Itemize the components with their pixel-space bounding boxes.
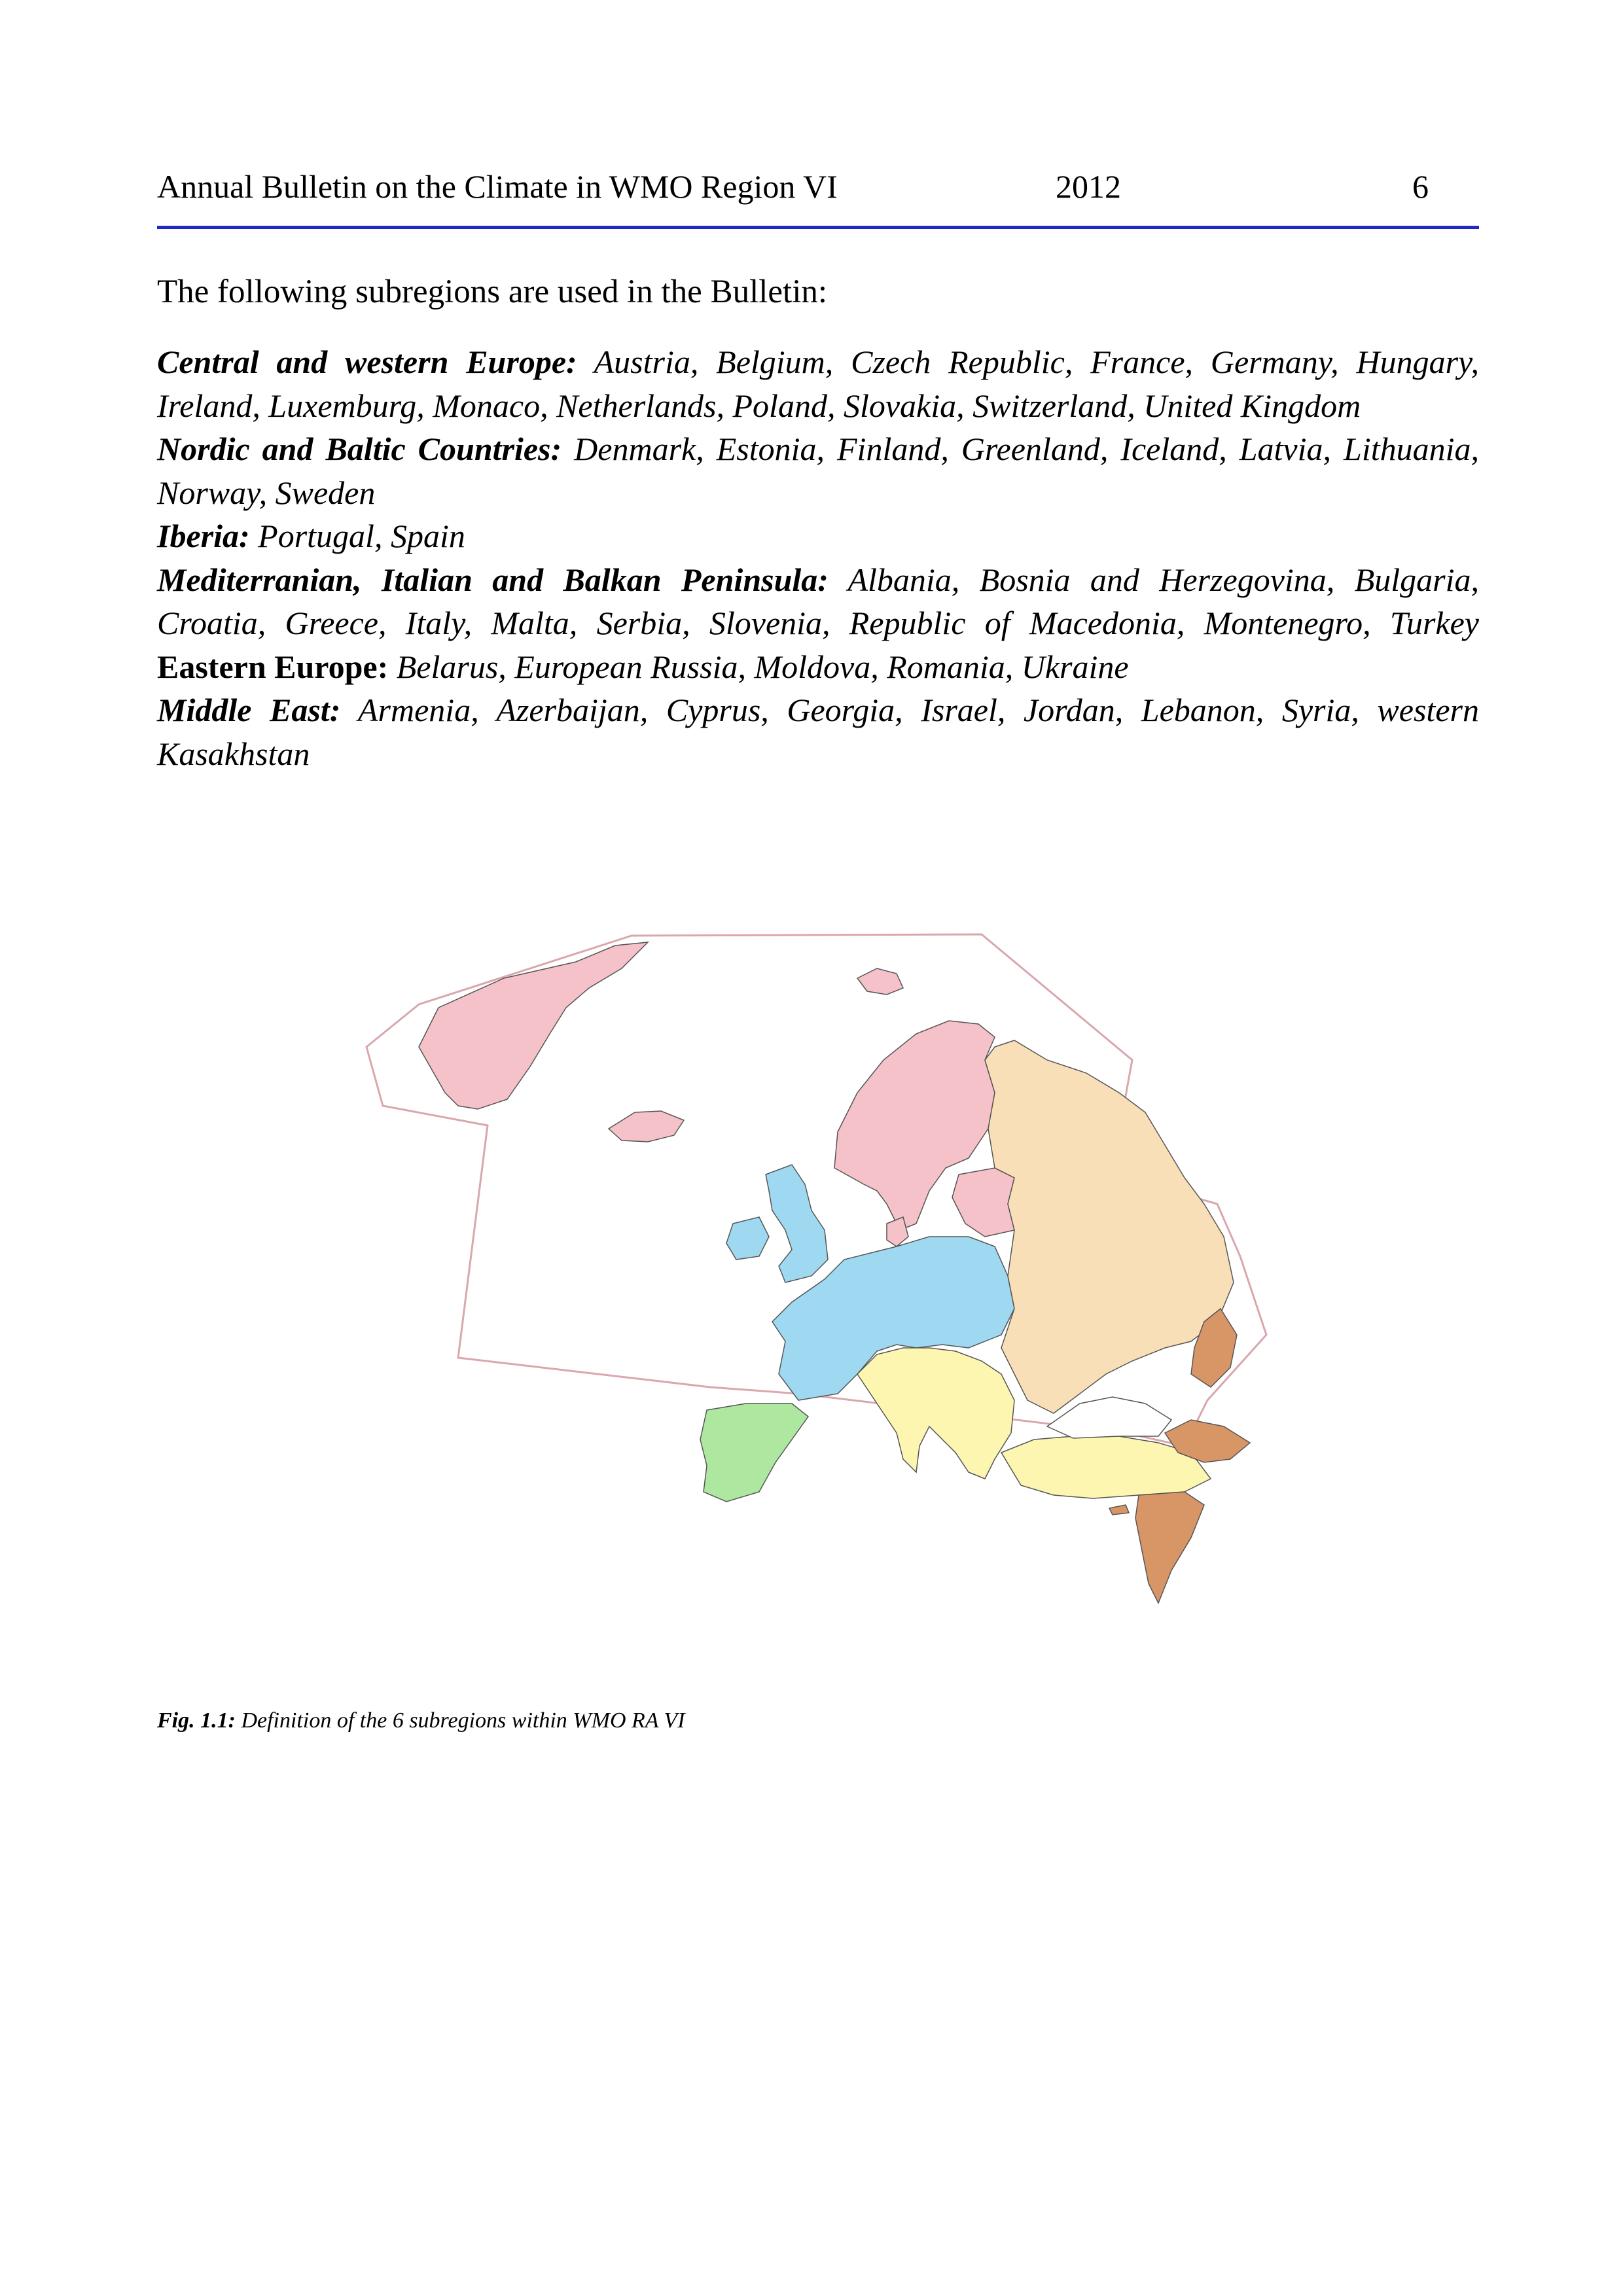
subregion-countries-eastern-europe: Belarus, European Russia, Moldova, Romania, Ukraine	[396, 648, 1129, 685]
subregion-nordic-baltic	[157, 427, 1479, 514]
subregion-name: Middle East:	[157, 692, 341, 728]
subregion-map	[340, 916, 1381, 1649]
subregion-name: Central and western Europe:	[157, 344, 577, 380]
bulletin-year: 2012	[1056, 168, 1121, 205]
subregion-name: Nordic and Baltic Countries:	[157, 431, 562, 467]
bulletin-title: Annual Bulletin on the Climate in WMO Region VI	[157, 168, 838, 205]
running-header	[157, 160, 1479, 213]
subregion-name-eastern-europe: Eastern Europe:	[157, 648, 389, 685]
subregion-countries: Austria, Belgium, Czech Republic, France, Germany, Hungary, Ireland, Luxemburg, Monaco, Netherlands, Poland, Slovakia, Switzerland, United Kingdom	[157, 344, 1479, 424]
cyprus	[1109, 1505, 1129, 1515]
subregion-countries: Armenia, Azerbaijan, Cyprus, Georgia, Israel, Jordan, Lebanon, Syria, western Kasakhstan	[157, 692, 1479, 772]
figure-caption	[157, 1704, 685, 1737]
subregion-countries: Albania, Bosnia and Herzegovina, Bulgaria, Croatia, Greece, Italy, Malta, Serbia, Slovenia, Republic of Macedonia, Montenegro, Turkey	[157, 561, 1479, 641]
intro-sentence: The following subregions are used in the Bulletin:	[157, 274, 828, 310]
subregion-middle-east	[157, 688, 1479, 775]
levant	[1135, 1492, 1204, 1603]
page-number: 6	[1412, 168, 1429, 205]
italy-balkans	[857, 1348, 1014, 1479]
subregion-name: Mediterranian, Italian and Balkan Peninsula:	[157, 561, 829, 598]
subregion-central-western-europe	[157, 340, 1479, 427]
subregion-name: Iberia:	[157, 518, 250, 554]
figure-caption-text: Definition of the 6 subregions within WMO RA VI	[241, 1708, 685, 1733]
subregion-iberia	[157, 514, 1479, 558]
subregion-mediterranean-balkan	[157, 558, 1479, 689]
header-rule	[157, 226, 1479, 229]
subregion-countries: Denmark, Estonia, Finland, Greenland, Iceland, Latvia, Lithuania, Norway, Sweden	[157, 431, 1479, 511]
iberia	[700, 1404, 808, 1502]
figure-label: Fig. 1.1:	[157, 1708, 236, 1733]
subregion-countries: Portugal, Spain	[258, 518, 465, 554]
subregion-list	[157, 340, 1479, 775]
